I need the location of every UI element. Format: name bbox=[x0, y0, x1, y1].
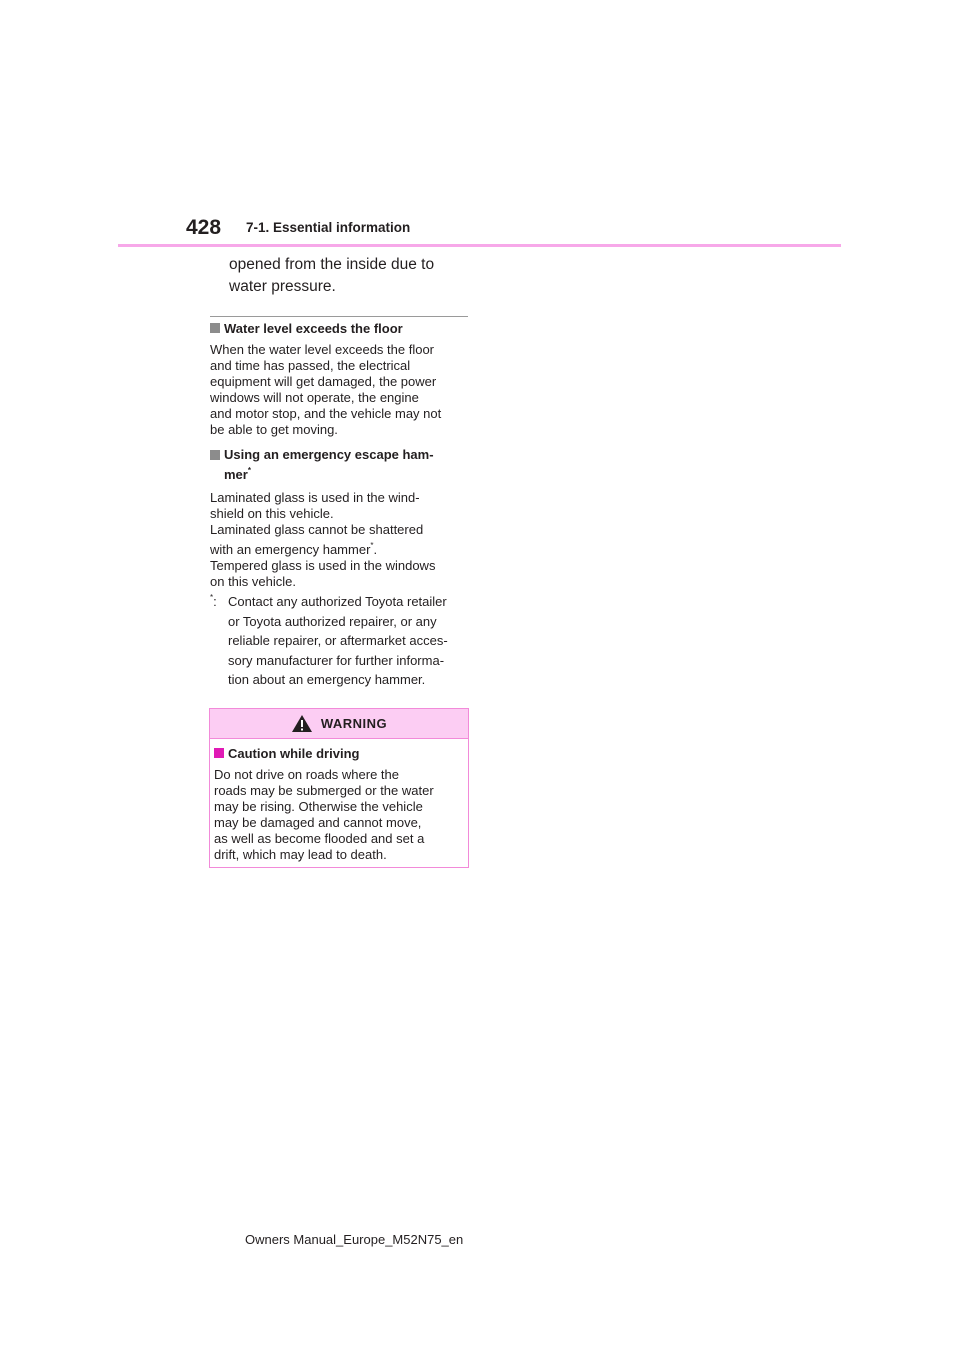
asterisk-mark: * bbox=[247, 466, 251, 475]
footnote-colon: : bbox=[213, 594, 217, 609]
body-line: as well as become flooded and set a bbox=[214, 831, 425, 846]
body-line: may be rising. Otherwise the vehicle bbox=[214, 799, 423, 814]
pink-square-bullet-icon bbox=[214, 748, 224, 758]
footnote bbox=[210, 592, 468, 690]
footnote-line: reliable repairer, or aftermarket acces- bbox=[228, 633, 448, 648]
continued-line: opened from the inside due to bbox=[229, 256, 435, 273]
body-line: and motor stop, and the vehicle may not bbox=[210, 406, 442, 421]
water-level-paragraph bbox=[210, 342, 468, 438]
body-line: be able to get moving. bbox=[210, 422, 338, 437]
body-line-text: with an emergency hammer bbox=[210, 542, 371, 557]
square-bullet-icon bbox=[210, 323, 220, 333]
escape-hammer-paragraph bbox=[210, 490, 468, 590]
body-line: equipment will get damaged, the power bbox=[210, 374, 437, 389]
escape-hammer-heading bbox=[210, 445, 468, 485]
escape-hammer-section bbox=[210, 445, 468, 690]
warning-body bbox=[210, 739, 468, 863]
footnote-text bbox=[228, 592, 448, 690]
body-line: Laminated glass is used in the wind- bbox=[210, 490, 420, 505]
section-divider bbox=[210, 316, 468, 317]
page-number: 428 bbox=[186, 216, 222, 239]
body-line: When the water level exceeds the floor bbox=[210, 342, 435, 357]
escape-hammer-heading-text bbox=[224, 445, 434, 485]
period: . bbox=[373, 542, 378, 557]
warning-label: WARNING bbox=[320, 716, 388, 731]
header-rule bbox=[118, 244, 841, 247]
body-line: on this vehicle. bbox=[210, 574, 296, 589]
body-line: may be damaged and cannot move, bbox=[214, 815, 422, 830]
body-line: Laminated glass cannot be shattered bbox=[210, 522, 424, 537]
body-line: shield on this vehicle. bbox=[210, 506, 334, 521]
warning-heading-text: Caution while driving bbox=[228, 746, 360, 761]
footnote-line: Contact any authorized Toyota retailer bbox=[228, 594, 447, 609]
body-line: drift, which may lead to death. bbox=[214, 847, 387, 862]
section-title: 7-1. Essential information bbox=[246, 220, 411, 235]
body-line: and time has passed, the electrical bbox=[210, 358, 411, 373]
body-line bbox=[210, 542, 468, 558]
footnote-mark bbox=[210, 592, 228, 690]
body-line: Tempered glass is used in the windows bbox=[210, 558, 436, 573]
warning-triangle-icon bbox=[291, 714, 313, 733]
warning-paragraph bbox=[214, 767, 464, 863]
continued-paragraph bbox=[229, 254, 469, 298]
warning-header bbox=[210, 709, 468, 739]
asterisk-mark: * bbox=[370, 541, 374, 550]
footnote-line: sory manufacturer for further informa- bbox=[228, 652, 445, 668]
body-line: windows will not operate, the engine bbox=[210, 390, 419, 405]
footnote-line: or Toyota authorized repairer, or any bbox=[228, 613, 437, 629]
footnote-line: tion about an emergency hammer. bbox=[228, 672, 426, 687]
heading-line: Using an emergency escape ham- bbox=[224, 447, 434, 462]
body-line: Do not drive on roads where the bbox=[214, 767, 399, 782]
warning-heading bbox=[214, 745, 464, 762]
body-line: roads may be submerged or the water bbox=[214, 783, 434, 798]
water-level-heading-text: Water level exceeds the floor bbox=[224, 321, 403, 336]
heading-line: mer bbox=[224, 467, 248, 482]
footer-text: Owners Manual_Europe_M52N75_en bbox=[245, 1232, 464, 1247]
asterisk-mark: * bbox=[210, 593, 214, 602]
square-bullet-icon bbox=[210, 450, 220, 460]
warning-box bbox=[209, 708, 469, 868]
water-level-section bbox=[210, 320, 468, 438]
continued-line: water pressure. bbox=[229, 278, 336, 295]
water-level-heading bbox=[210, 320, 468, 337]
